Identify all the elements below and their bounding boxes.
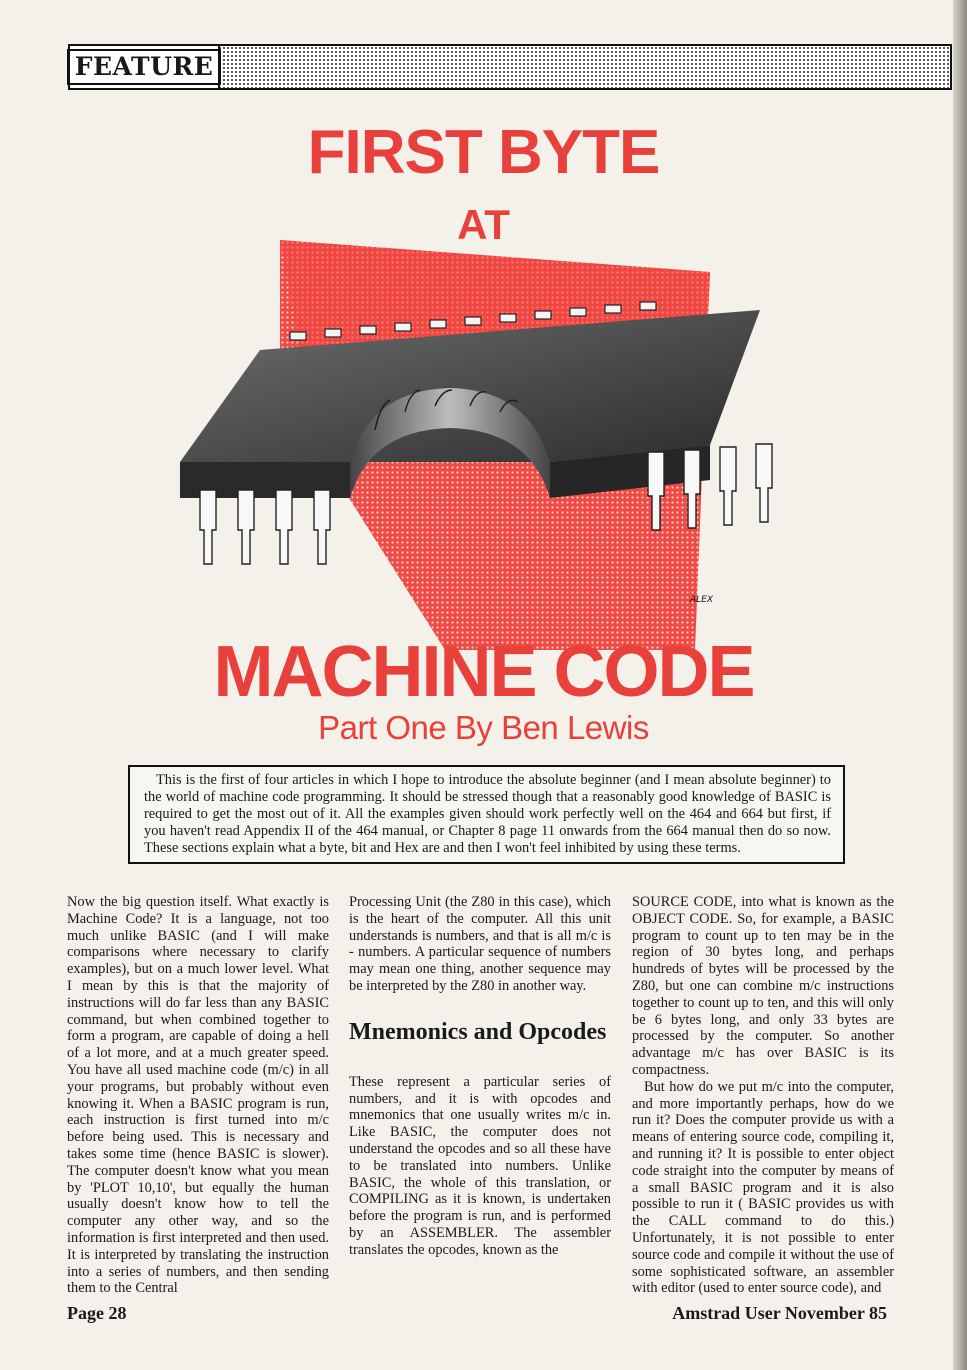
body-paragraph: Now the big question itself. What exactly is Machine Code? It is a language, not too much unlike BASIC (and I will make comparisons where necessary to clarify examples), but on a much lower level. What I mean by this is that the majority of instructions will do far less than any BASIC command, but when combined together to form a program, are capable of doing a hell of a lot more, and at a much greater speed. You have all used machine code (m/c) in all your programs, but probably without even knowing it. When a BASIC program is run, each instruction is first turned into m/c before being used. This is necessary and takes some time (hence BASIC is slower). The computer doesn't know what you mean by 'PLOT 10,10', but equally the human usually doesn't know how to tell the computer any other way, and so the information is first interpreted and then used. It is interpreted by translating the instruction into a series of numbers, and then sending them to the Central	[67, 894, 329, 1297]
title-machine-code: MACHINE CODE	[213, 632, 754, 712]
magazine-issue: Amstrad User November 85	[672, 1303, 887, 1323]
feature-label-box	[70, 46, 220, 88]
page-number: Page 28	[67, 1303, 127, 1323]
body-paragraph: SOURCE CODE, into what is known as the OBJECT CODE. So, for example, a BASIC program to count up to ten may be in the region of 30 bytes long, and perhaps hundreds of bytes will be processed by the Z80, but one can combine m/c instructions together to count up to ten, and this will only be 6 bytes long, and only 33 bytes are processed by the computer. So another advantage m/c has over BASIC is its compactness.	[632, 894, 894, 1078]
section-heading: Mnemonics and Opcodes	[349, 1018, 607, 1045]
title-first-byte: FIRST BYTE	[307, 118, 660, 187]
body-paragraph: Processing Unit (the Z80 in this case), which is the heart of the computer. All this unit understands is numbers, and that is all m/c is - numbers. A particular sequence of numbers may mean one thing, another sequence may be interpreted by the Z80 in another way.	[349, 894, 611, 994]
body-paragraph: These represent a particular series of numbers, and it is with opcodes and mnemonics that one usually writes m/c in. Like BASIC, the computer does not understand the opcodes and so all these have to be translated into numbers. Unlike BASIC, the whole of this translation, or COMPILING as it is known, is undertaken before the program is run, and is performed by an ASSEMBLER. The assembler translates the opcodes, known as the	[349, 1073, 611, 1258]
feature-label: FEATURE	[67, 49, 222, 85]
title-at: AT	[457, 201, 510, 248]
byline: Part One By Ben Lewis	[318, 709, 649, 746]
artist-signature: ALEX	[690, 595, 714, 605]
intro-box	[128, 765, 845, 864]
intro-text: This is the first of four articles in which I hope to introduce the absolute beginner (and I mean absolute beginner) to the world of machine code programming. It should be stressed though that a reasonably good knowledge of BASIC is required to get the most out of it. All the examples given should work perfectly well on the 464 and 664 but first, if you haven't read Appendix II of the 464 manual, or Chapter 8 page 11 onwards from the 664 manual then do so now. These sections explain what a byte, bit and Hex are and then I won't feel inhibited by using these terms.	[144, 772, 831, 856]
column-3	[632, 894, 894, 1297]
column-1	[67, 894, 329, 1297]
column-2	[349, 894, 611, 1259]
body-paragraph: But how do we put m/c into the computer, and more importantly perhaps, how do we run it? Does the computer provide us with a means of entering source code, compiling it, and running it? It is possible to enter object code straight into the computer by means of a small BASIC program and it is also possible to run it ( BASIC provides us with the CALL command to do this.) Unfortunately, it is not possible to enter source code and compile it without the use of some sophisticated software, an assembler with editor (used to enter source code), and	[632, 1078, 894, 1297]
chip-illustration	[170, 240, 810, 650]
